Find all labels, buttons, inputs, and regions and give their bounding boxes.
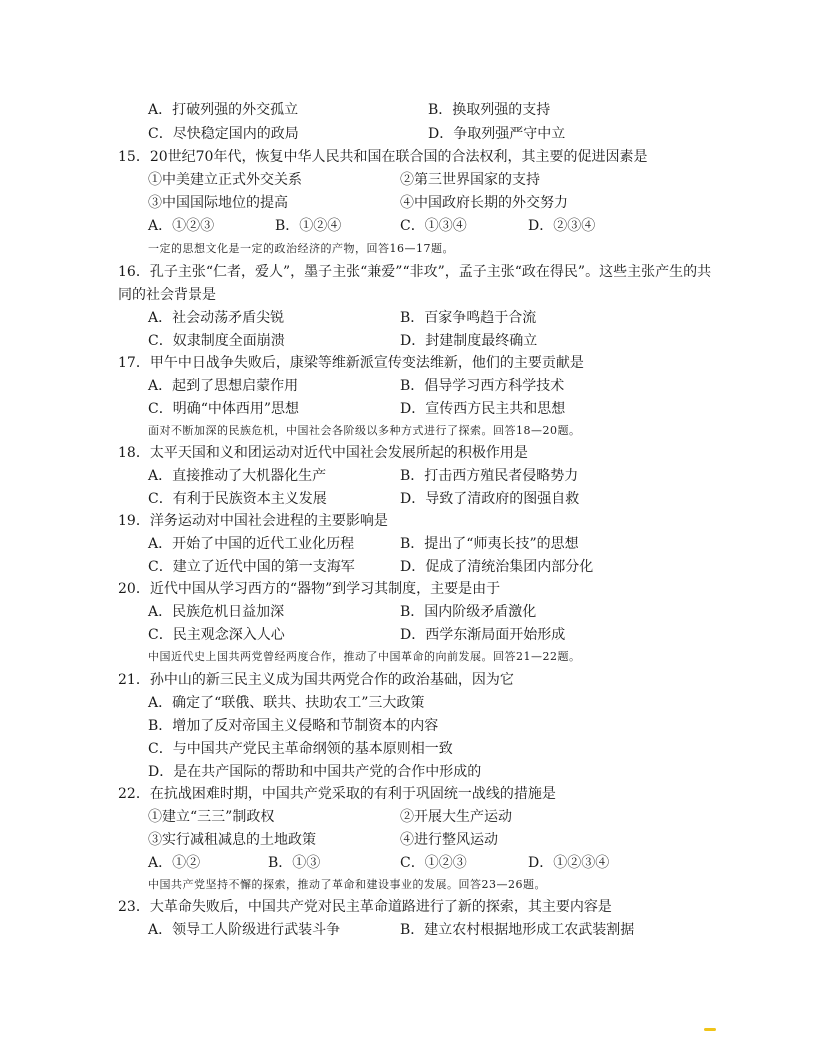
q21-stem: 21．孙中山的新三民主义成为国共两党合作的政治基础，因为它 — [118, 672, 514, 688]
q18-option-c: C．有利于民族资本主义发展 — [148, 491, 327, 507]
q22-option-d: D．①②③④ — [528, 855, 610, 871]
q22-option-c: C．①②③ — [400, 855, 467, 871]
q21-option-c: C．与中国共产党民主革命纲领的基本原则相一致 — [148, 741, 453, 757]
q23-stem: 23．大革命失败后，中国共产党对民主革命道路进行了新的探索，其主要内容是 — [118, 899, 612, 915]
q22-item-4: ④进行整风运动 — [400, 832, 498, 848]
q15-item-4: ④中国政府长期的外交努力 — [400, 195, 568, 211]
q16-option-a: A．社会动荡矛盾尖锐 — [148, 310, 285, 326]
q20-option-b: B．国内阶级矛盾激化 — [400, 604, 537, 620]
instruction-note-18-20: 面对不断加深的民族危机，中国社会各阶级以多种方式进行了探索。回答18—20题。 — [148, 424, 581, 437]
q17-stem: 17．甲午中日战争失败后，康梁等维新派宣传变法维新，他们的主要贡献是 — [118, 355, 584, 371]
instruction-note-23-26: 中国共产党坚持不懈的探索，推动了革命和建设事业的发展。回答23—26题。 — [148, 878, 546, 891]
q16-option-c: C．奴隶制度全面崩溃 — [148, 333, 285, 349]
q19-stem: 19．洋务运动对中国社会进程的主要影响是 — [118, 513, 388, 529]
q22-stem: 22．在抗战困难时期，中国共产党采取的有利于巩固统一战线的措施是 — [118, 786, 556, 802]
q16-option-d: D．封建制度最终确立 — [400, 333, 538, 349]
q15-item-1: ①中美建立正式外交关系 — [148, 172, 302, 188]
q17-option-d: D．宣传西方民主共和思想 — [400, 401, 566, 417]
q14-option-a: A．打破列强的外交孤立 — [148, 102, 299, 118]
q14-option-d: D．争取列强严守中立 — [428, 126, 566, 142]
q21-option-b: B．增加了反对帝国主义侵略和节制资本的内容 — [148, 718, 439, 734]
q15-option-c: C．①③④ — [400, 218, 467, 234]
scan-mark — [704, 1028, 716, 1031]
q20-option-c: C．民主观念深入人心 — [148, 627, 285, 643]
q22-item-2: ②开展大生产运动 — [400, 809, 512, 825]
q22-item-3: ③实行减租减息的土地政策 — [148, 832, 316, 848]
q22-option-a: A．①② — [148, 855, 201, 871]
q21-option-d: D．是在共产国际的帮助和中国共产党的合作中形成的 — [148, 764, 482, 780]
q14-option-b: B．换取列强的支持 — [428, 102, 551, 118]
q20-option-d: D．西学东渐局面开始形成 — [400, 627, 566, 643]
q15-option-b: B．①②④ — [275, 218, 342, 234]
q22-item-1: ①建立“三三”制政权 — [148, 809, 275, 825]
q18-stem: 18．太平天国和义和团运动对近代中国社会发展所起的积极作用是 — [118, 445, 528, 461]
q17-option-c: C．明确“中体西用”思想 — [148, 401, 300, 417]
q16-stem-line1: 16．孔子主张“仁者，爱人”，墨子主张“兼爱”“非攻”，孟子主张“政在得民”。这些主张产生的共 — [118, 264, 712, 280]
q22-option-b: B．①③ — [268, 855, 321, 871]
q20-stem: 20．近代中国从学习西方的“器物”到学习其制度，主要是由于 — [118, 581, 501, 597]
q15-item-2: ②第三世界国家的支持 — [400, 172, 540, 188]
q14-option-c: C．尽快稳定国内的政局 — [148, 126, 299, 142]
q18-option-d: D．导致了清政府的图强自救 — [400, 491, 580, 507]
q17-option-b: B．倡导学习西方科学技术 — [400, 378, 565, 394]
q15-option-d: D．②③④ — [528, 218, 596, 234]
q15-stem: 15．20世纪70年代，恢复中华人民共和国在联合国的合法权利，其主要的促进因素是 — [118, 149, 648, 165]
q19-option-b: B．提出了“师夷长技”的思想 — [400, 536, 579, 552]
q18-option-a: A．直接推动了大机器化生产 — [148, 468, 327, 484]
q23-option-a: A．领导工人阶级进行武装斗争 — [148, 922, 341, 938]
q19-option-a: A．开始了中国的近代工业化历程 — [148, 536, 355, 552]
q21-option-a: A．确定了“联俄、联共、扶助农工”三大政策 — [148, 695, 425, 711]
q19-option-d: D．促成了清统治集团内部分化 — [400, 559, 594, 575]
q19-option-c: C．建立了近代中国的第一支海军 — [148, 559, 355, 575]
q15-option-a: A．①②③ — [148, 218, 215, 234]
q15-item-3: ③中国国际地位的提高 — [148, 195, 288, 211]
q16-option-b: B．百家争鸣趋于合流 — [400, 310, 537, 326]
q20-option-a: A．民族危机日益加深 — [148, 604, 285, 620]
instruction-note-16-17: 一定的思想文化是一定的政治经济的产物，回答16—17题。 — [148, 242, 454, 255]
q18-option-b: B．打击西方殖民者侵略势力 — [400, 468, 579, 484]
instruction-note-21-22: 中国近代史上国共两党曾经两度合作，推动了中国革命的向前发展。回答21—22题。 — [148, 650, 581, 663]
q17-option-a: A．起到了思想启蒙作用 — [148, 378, 299, 394]
q23-option-b: B．建立农村根据地形成工农武装割据 — [400, 922, 635, 938]
q16-stem-line2: 同的社会背景是 — [118, 287, 216, 303]
